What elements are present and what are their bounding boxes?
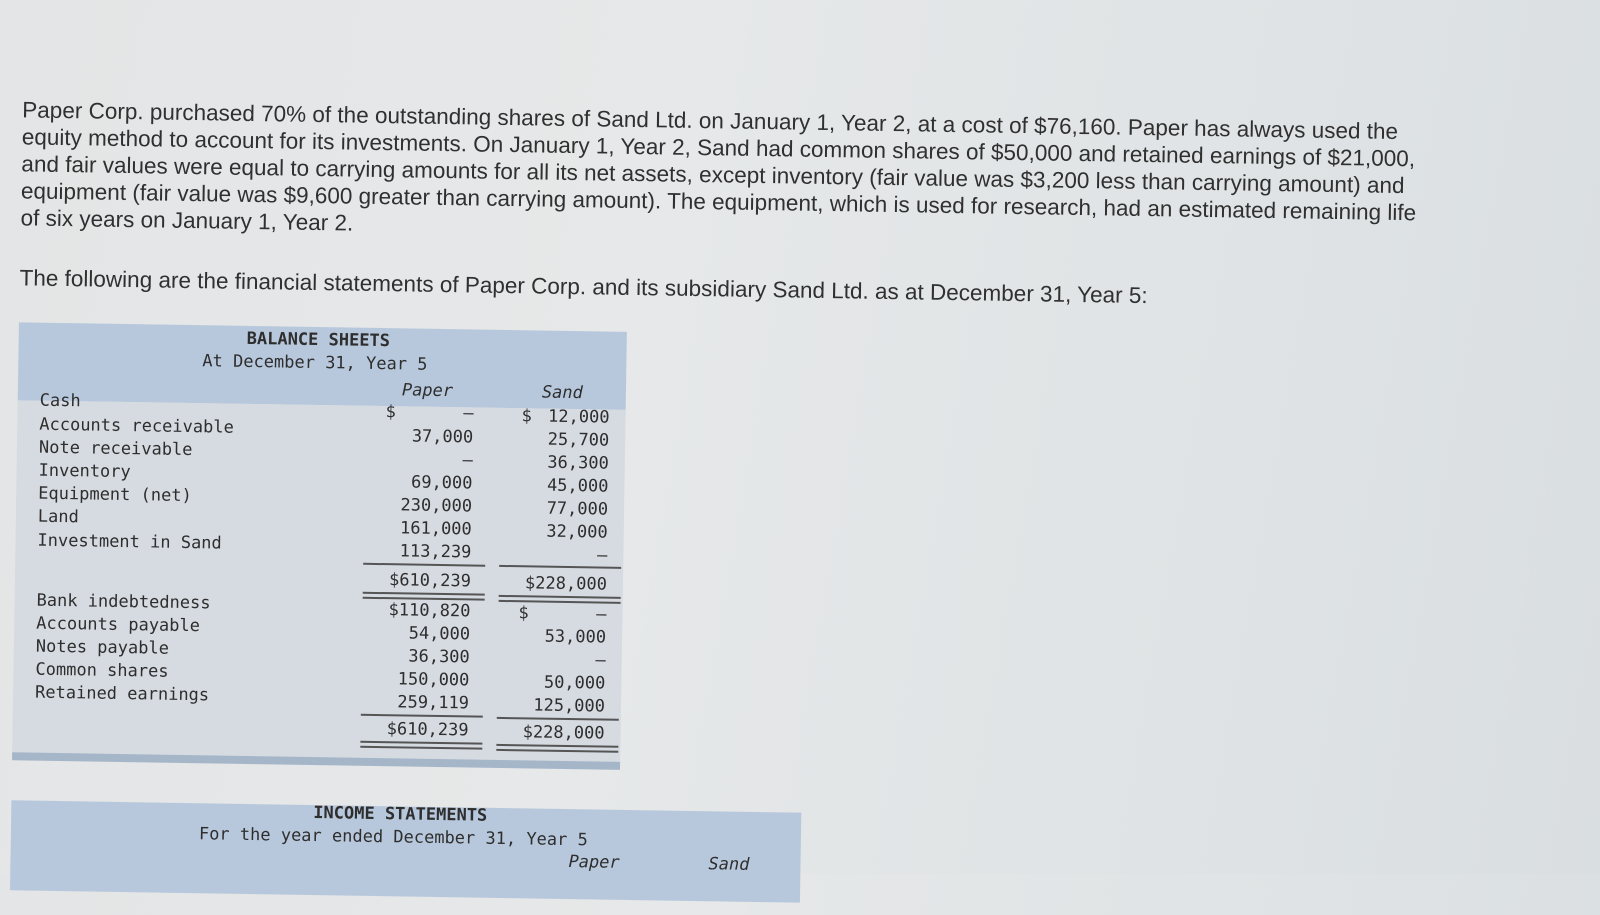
row-label-common-shares: Common shares <box>35 659 169 682</box>
cell-paper-accounts-receivable: 37,000 <box>411 426 474 448</box>
total-liabilities-equity-sand: $228,000 <box>522 722 605 744</box>
income-statement-subtitle: For the year ended December 31, Year 5 <box>198 824 588 851</box>
row-label-land: Land <box>37 506 79 528</box>
row-label-note-receivable: Note receivable <box>38 437 193 461</box>
cell-paper-land: 161,000 <box>399 518 472 540</box>
income-statement-title: INCOME STATEMENTS <box>313 803 488 826</box>
row-label-accounts-payable: Accounts payable <box>36 613 201 637</box>
column-header-paper: Paper <box>401 380 454 402</box>
row-label-accounts-receivable: Accounts receivable <box>39 414 234 438</box>
cell-paper-cash: – <box>463 403 474 424</box>
cell-sand-investment: – <box>596 545 608 566</box>
cell-paper-common-shares: 150,000 <box>397 669 470 691</box>
row-label-retained-earnings: Retained earnings <box>34 682 210 706</box>
cell-sand-notes-payable: – <box>595 650 606 671</box>
cell-sand-retained-earnings: 125,000 <box>533 695 606 717</box>
cell-sand-note-receivable: 36,300 <box>547 452 609 474</box>
row-label-notes-payable: Notes payable <box>35 636 170 659</box>
dollar-sign-paper-cash: $ <box>385 402 396 423</box>
cell-paper-bank-indebtedness: $110,820 <box>388 600 471 622</box>
cell-paper-investment: 113,239 <box>399 541 472 563</box>
cell-paper-note-receivable: – <box>462 450 473 471</box>
cell-sand-accounts-payable: 53,000 <box>544 626 607 648</box>
row-label-cash: Cash <box>39 390 81 412</box>
row-label-investment-in-sand: Investment in Sand <box>37 530 222 554</box>
intro-paragraph-2: The following are the financial statements of Paper Corp. and its subsidiary Sand Ltd. as at December 31, Year 5: <box>19 265 1148 309</box>
row-label-bank-indebtedness: Bank indebtedness <box>36 590 211 614</box>
cell-sand-cash: 12,000 <box>547 406 610 428</box>
row-label-equipment: Equipment (net) <box>38 483 192 507</box>
cell-sand-accounts-receivable: 25,700 <box>547 429 610 451</box>
balance-sheet-subtitle: At December 31, Year 5 <box>202 351 428 375</box>
cell-sand-inventory: 45,000 <box>546 475 609 497</box>
cell-sand-common-shares: 50,000 <box>543 672 606 694</box>
cell-paper-equipment: 230,000 <box>400 495 473 517</box>
column-header-sand: Sand <box>541 382 584 404</box>
total-assets-paper: $610,239 <box>388 570 472 592</box>
cell-paper-notes-payable: 36,300 <box>408 646 470 668</box>
income-column-header-paper: Paper <box>568 852 620 873</box>
dollar-sign-sand-bank: $ <box>518 603 529 624</box>
cell-paper-inventory: 69,000 <box>410 472 473 494</box>
total-assets-sand: $228,000 <box>524 573 608 595</box>
income-column-header-sand: Sand <box>708 854 750 875</box>
cell-sand-land: 32,000 <box>546 521 608 543</box>
cell-sand-equipment: 77,000 <box>546 498 609 520</box>
intro-paragraph-1: Paper Corp. purchased 70% of the outstanding shares of Sand Ltd. on January 1, Year 2, at a cost of $76,160. Paper has always used the equity method to account for its investments. On January 1, Year 2, Sand had common shares of $50,000 and retained earnings of $21,000, and fair values were equal to carrying amounts for all its net assets, except inventory (fair value was $3,200 less than carrying amount) and equipment (fair value was $9,600 greater than carrying amount). The equipment, which is used for research, had an estimated remaining life of six years on January 1, Year 2. <box>20 97 1417 236</box>
dollar-sign-sand-cash: $ <box>521 406 532 427</box>
total-liabilities-equity-paper: $610,239 <box>386 719 469 741</box>
cell-paper-accounts-payable: 54,000 <box>408 623 471 645</box>
cell-sand-bank-indebtedness: – <box>596 604 607 625</box>
balance-sheet-title: BALANCE SHEETS <box>246 328 391 352</box>
cell-paper-retained-earnings: 259,119 <box>397 692 470 714</box>
row-label-inventory: Inventory <box>38 460 131 483</box>
